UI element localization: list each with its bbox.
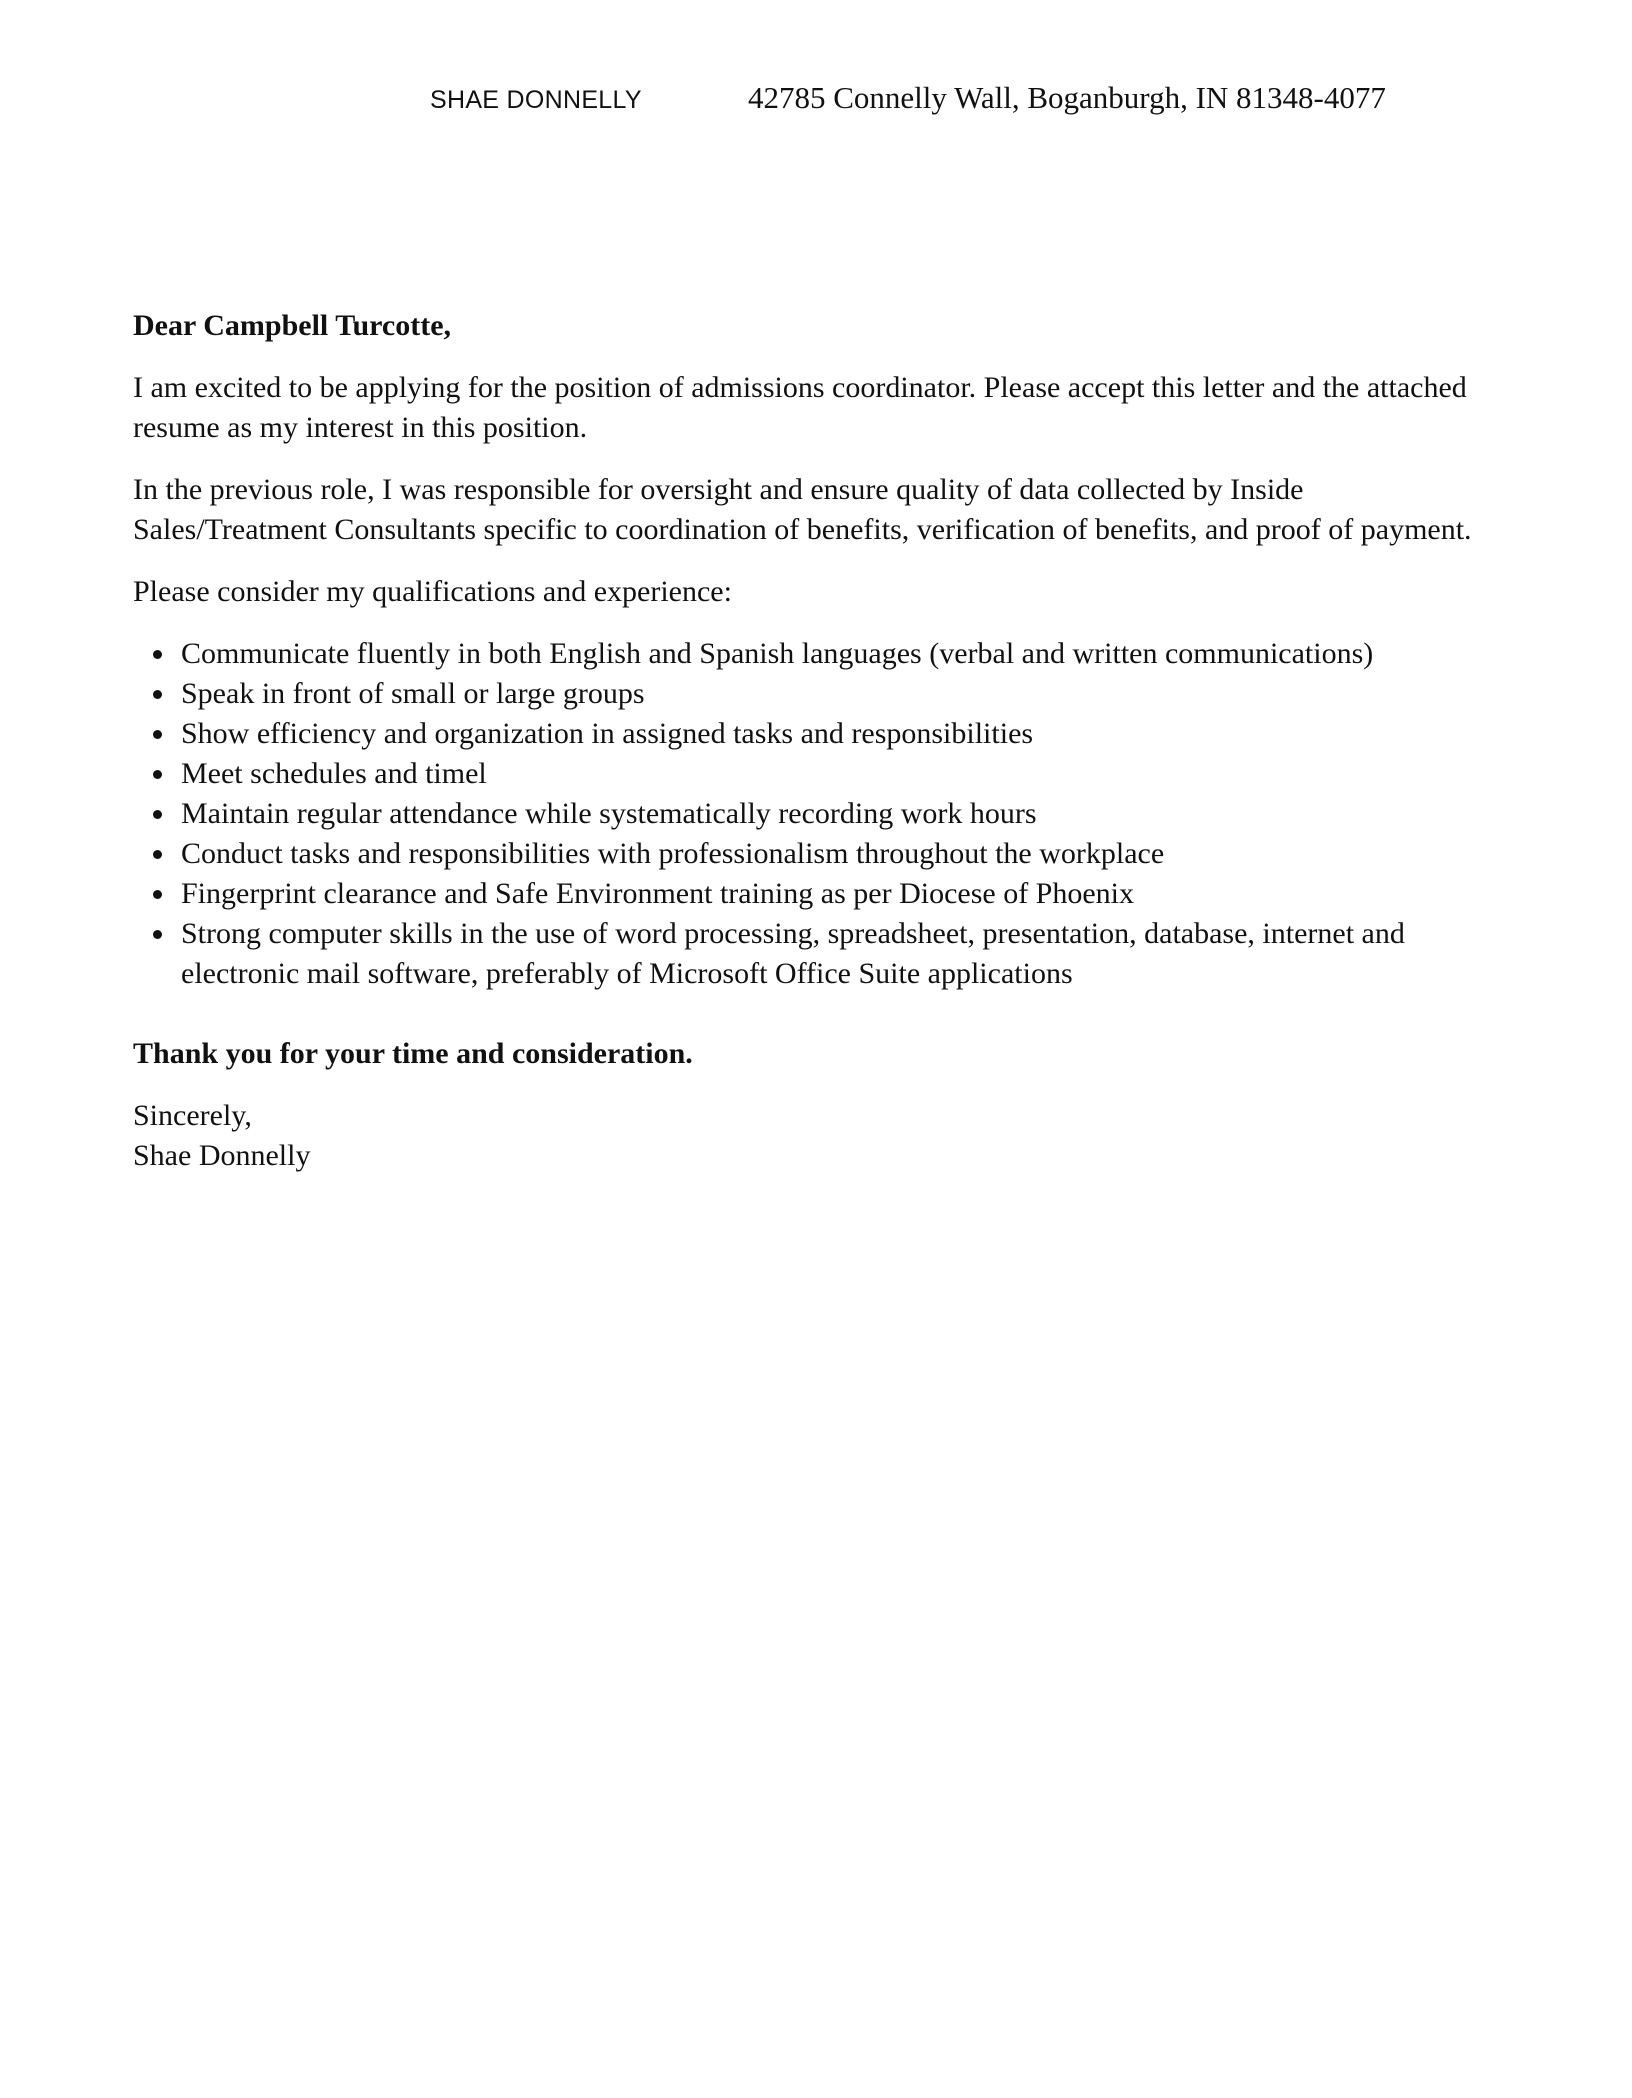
bullet-icon: [153, 810, 162, 819]
qualifications-intro: Please consider my qualifications and experience:: [133, 575, 732, 608]
list-item: [133, 794, 1493, 834]
list-item-text: Strong computer skills in the use of word processing, spreadsheet, presentation, database, internet and electronic mail software, preferably of Microsoft Office Suite applications: [181, 917, 1405, 990]
list-item-text: Communicate fluently in both English and Spanish languages (verbal and written communications): [181, 637, 1374, 670]
list-item-text: Speak in front of small or large groups: [181, 677, 645, 710]
list-item-text: Maintain regular attendance while systematically recording work hours: [181, 797, 1037, 830]
list-item-text: Meet schedules and timel: [181, 757, 487, 790]
sender-address: 42785 Connelly Wall, Boganburgh, IN 81348-4077: [748, 80, 1386, 115]
bullet-icon: [153, 770, 162, 779]
bullet-icon: [153, 730, 162, 739]
intro-paragraph: I am excited to be applying for the position of admissions coordinator. Please accept this letter and the attached resume as my interest in this position.: [133, 371, 1467, 444]
bullet-icon: [153, 690, 162, 699]
list-item: [133, 674, 1493, 714]
bullet-icon: [153, 850, 162, 859]
salutation: Dear Campbell Turcotte,: [133, 309, 452, 342]
list-item-text: Conduct tasks and responsibilities with professionalism throughout the workplace: [181, 837, 1165, 870]
experience-paragraph: In the previous role, I was responsible for oversight and ensure quality of data collected by Inside Sales/Treatment Consultants specific to coordination of benefits, verification of benefits, and proof of payment.: [133, 473, 1472, 546]
letter-body: [133, 306, 1493, 1176]
sender-name: SHAE DONNELLY: [430, 86, 642, 114]
signature-name: Shae Donnelly: [133, 1139, 311, 1172]
thanks-line: Thank you for your time and consideration.: [133, 1037, 693, 1070]
list-item: [133, 714, 1493, 754]
list-item: [133, 914, 1493, 994]
list-item: [133, 874, 1493, 914]
list-item: [133, 754, 1493, 794]
bullet-icon: [153, 650, 162, 659]
list-item: [133, 834, 1493, 874]
list-item-text: Fingerprint clearance and Safe Environment training as per Diocese of Phoenix: [181, 877, 1135, 910]
qualifications-list: [133, 634, 1493, 994]
letter-header: [0, 80, 1632, 120]
list-item-text: Show efficiency and organization in assigned tasks and responsibilities: [181, 717, 1034, 750]
bullet-icon: [153, 890, 162, 899]
closing-line: Sincerely,: [133, 1099, 252, 1132]
bullet-icon: [153, 930, 162, 939]
list-item: [133, 634, 1493, 674]
